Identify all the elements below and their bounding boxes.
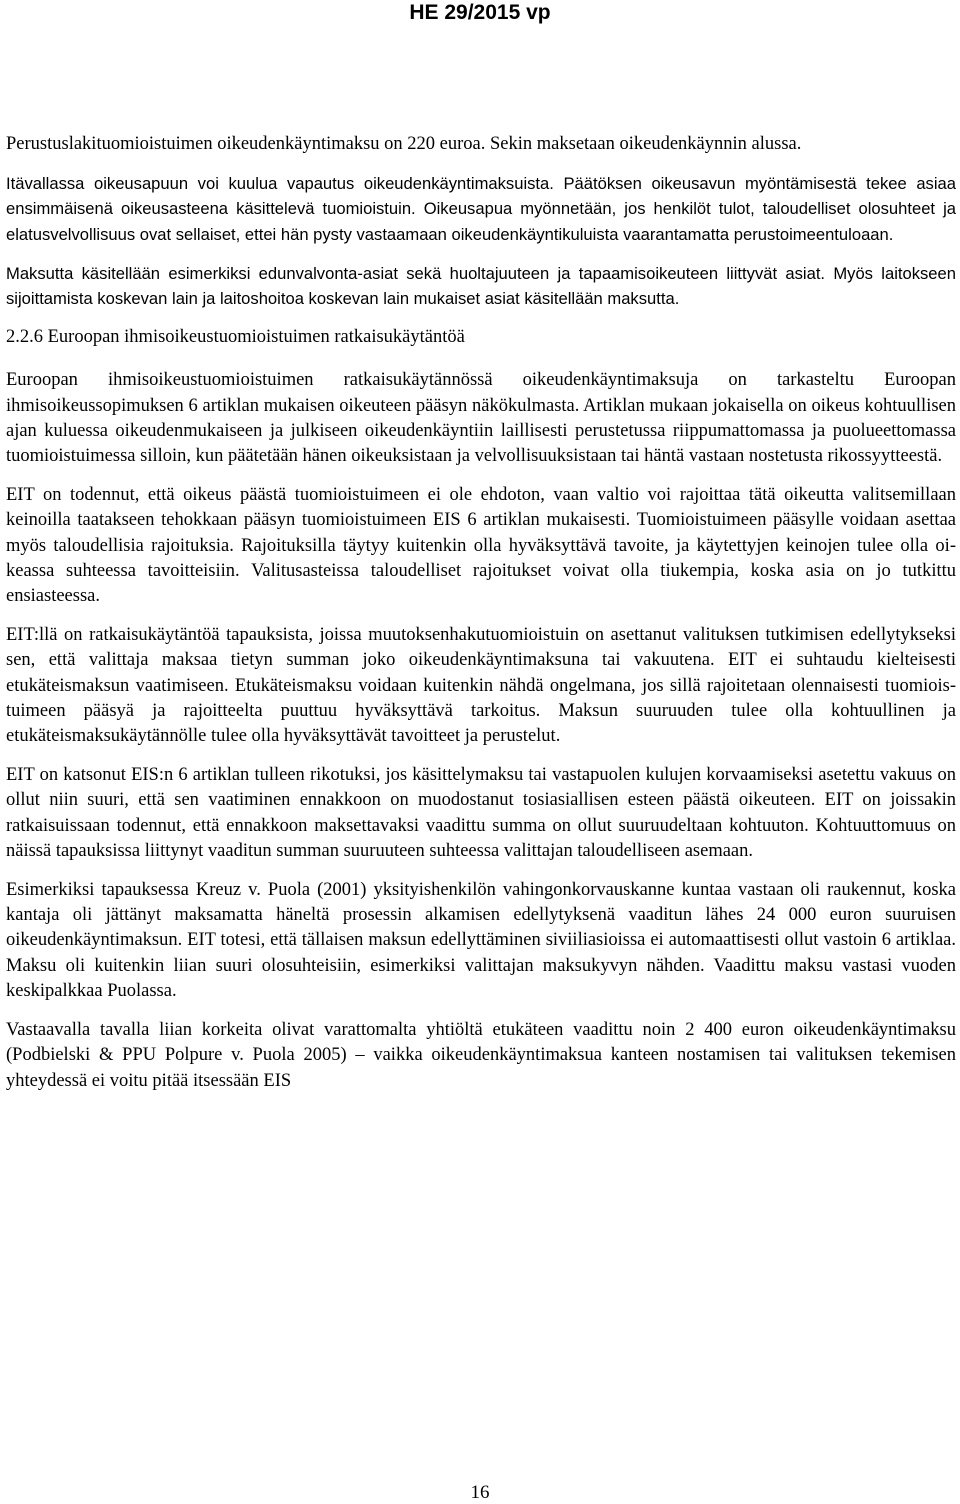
paragraph-eit-restrictions: EIT on todennut, että oikeus päästä tuomioistuimeen ei ole ehdoton, vaan valtio voi rajoittaa tätä oikeutta valitsemillaan keinoilla taatakseen tehokkaan pääsyn tuomioistuimeen EIS 6 artiklan mukaisesti. Tuomioistuimeen pääsylle voidaan asettaa myös taloudellisia rajoituksia. Rajoituksilla täytyy kuitenkin olla hyväksyttävä tavoite, ja käytettyjen keinojen tulee olla oikeassa suhteessa tavoitteisiin. Valitusasteissa taloudelliset rajoitukset voivat olla tiukempia, koska asia on jo tutkittu ensiasteessa.: [6, 485, 956, 607]
paragraph-free-matters: Maksutta käsitellään esimerkiksi edunvalvonta-asiat sekä huoltajuuteen ja tapaamisoikeuteen liittyvät asiat. Myös laitokseen sijoittamista koskevan lain ja laitoshoitoa koskevan lain mukaiset asiat käsitellään maksutta.: [6, 263, 956, 309]
paragraph-austria-legal-aid: Itävallassa oikeusapuun voi kuulua vapautus oikeudenkäyntimaksuista. Päätöksen oikeusavun myöntämisestä tekee asiaa ensimmäisenä oikeusasteena käsittelevä tuomioistuin. Oikeusapua myönnetään, jos henkilöt tulot, taloudelliset olosuhteet ja elatusvelvollisuus ovat sellaiset, ettei hän pysty vastaamaan oikeudenkäyntikuluista vaarantamatta perustoimeentuloaan.: [6, 174, 956, 244]
paragraph-echr-article-6: Euroopan ihmisoikeustuomioistuimen ratkaisukäytännössä oikeudenkäyntimaksuja on tarkasteltu Euroopan ihmisoikeussopimuksen 6 artiklan mukaisen oikeuteen pääsyn näkökulmasta. Artiklan mukaan jokaisella on oikeus kohtuullisen ajan kuluessa oikeudenmukaiseen ja julkiseen oikeudenkäyntiin laillisesti perustetussa riippumattomassa ja puolueettomassa tuomioistuimessa silloin, kun päätetään hänen oikeuksistaan ja velvollisuuksistaan tai häntä vastaan nostetusta rikossyytteestä.: [6, 370, 956, 467]
paragraph-advance-fee: EIT:llä on ratkaisukäytäntöä tapauksista, joissa muutoksenhakutuomioistuin on asettanut valituksen tutkimisen edellytykseksi sen, että valittaja maksaa tietyn summan joko oikeudenkäyntimaksuna tai vakuutena. EIT ei suhtaudu kielteisesti etukäteismaksun vaatimiseen. Etukäteismaksu voidaan kuitenkin nähdä ongelmana, jos sillä rajoitetaan olennaisesti tuomioistuimeen pääsyä ja rajoitteelta puuttuu hyväksyttävä tarkoitus. Maksun suuruuden tulee olla kohtuullinen ja etukäteismaksukäytännölle tulee olla hyväksyttävät tavoitteet ja perustelut.: [6, 625, 956, 747]
paragraph-kreuz-case: Esimerkiksi tapauksessa Kreuz v. Puola (2001) yksityishenkilön vahingonkorvauskanne kuntaa vastaan oli raukennut, koska kantaja oli jättänyt maksamatta häneltä prosessin alkamisen edellytyksenä vaaditun lähes 24 000 euron suuruisen oikeudenkäyntimaksun. EIT totesi, että tällaisen maksun edellyttäminen siviiliasioissa ei automaattisesti ollut vastoin 6 artiklaa. Maksu oli kuitenkin liian suuri olosuhteisiin, esimerkiksi valittajan maksukyvyn nähden. Vaadittu maksu vastasi vuoden keskipalkkaa Puolassa.: [6, 880, 956, 1001]
section-heading: 2.2.6 Euroopan ihmisoikeustuomioistuimen ratkaisukäytäntöä: [6, 327, 465, 348]
document-body: [6, 132, 956, 1108]
paragraph-violation: EIT on katsonut EIS:n 6 artiklan tulleen rikotuksi, jos käsittelymaksu tai vastapuolen kulujen korvaamiseksi asetettu vakuus on ollut niin suuri, että sen vaatiminen ennakkoon on muodostanut tosiasiallisen esteen päästä oikeuteen. EIT on joissakin ratkaisuissaan todennut, että ennakkoon maksettavaksi vaadittu summa on ollut suuruudeltaan kohtuuton. Kohtuuttomuus on näissä tapauksissa liittynyt vaaditun summan suuruuteen suhteessa valittajan taloudelliseen asemaan.: [6, 765, 956, 861]
page-number: 16: [470, 1482, 490, 1503]
paragraph-court-fee: Perustuslakituomioistuimen oikeudenkäyntimaksu on 220 euroa. Sekin maksetaan oikeudenkäynnin alussa.: [6, 134, 802, 154]
paragraph-podbielski-case: Vastaavalla tavalla liian korkeita olivat varattomalta yhtiöltä etukäteen vaadittu noin 2 400 euron oikeudenkäyntimaksu (Podbielski & PPU Polpure v. Puola 2005) – vaikka oikeudenkäyntimaksua kanteen nostamisen tai valituksen tekemisen yhteydessä ei voitu pitää itsessään EIS: [6, 1020, 956, 1091]
document-header: HE 29/2015 vp: [409, 1, 551, 24]
